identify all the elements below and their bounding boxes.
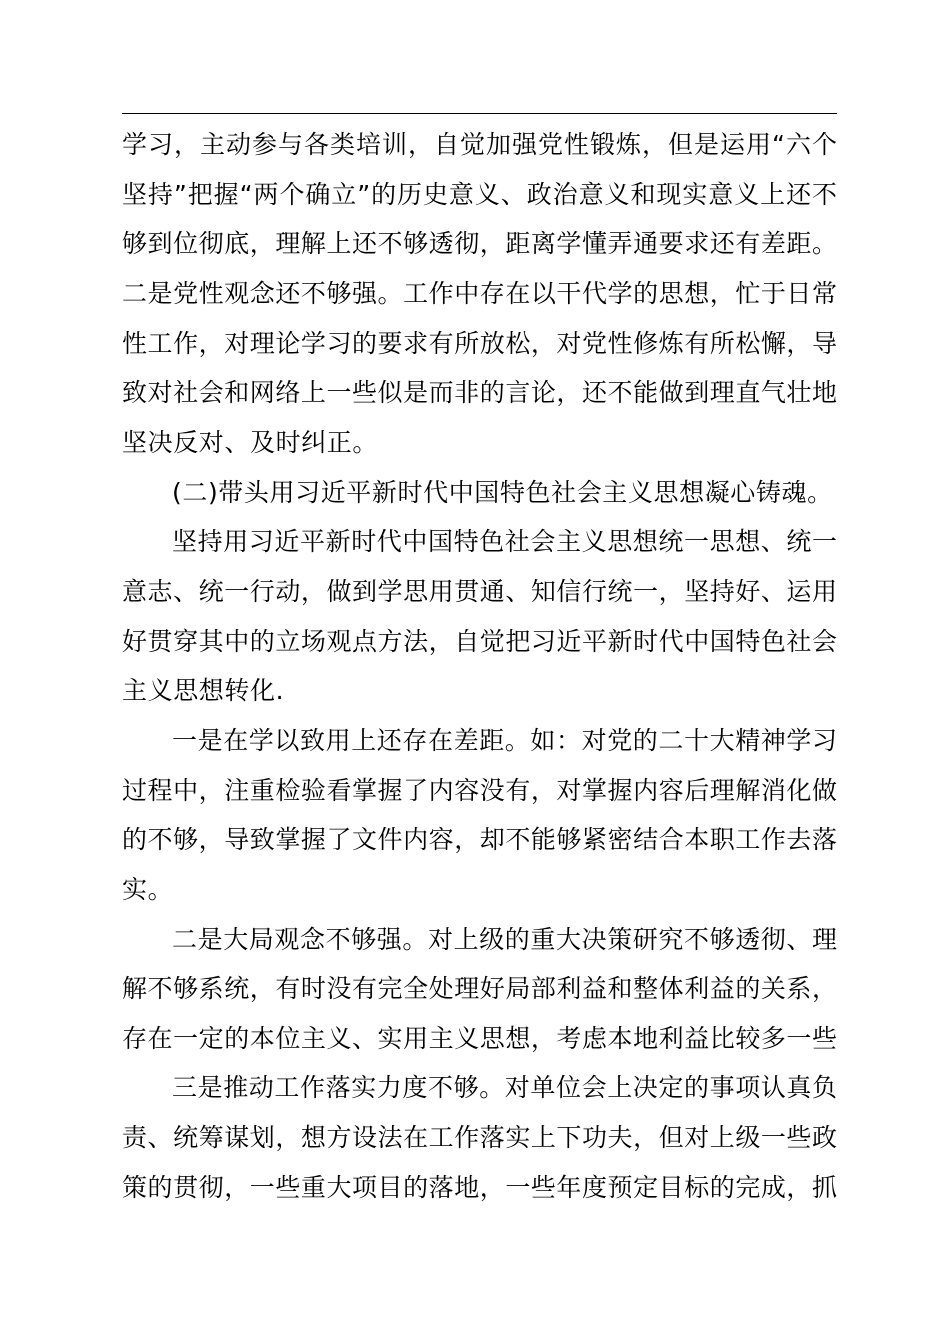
text-line: 三是推动工作落实力度不够。对单位会上决定的事项认真负 — [172, 1073, 837, 1102]
text-line: 存在一定的本位主义、实用主义思想，考虑本地利益比较多一些 — [122, 1024, 837, 1053]
text-line: 二是大局观念不够强。对上级的重大决策研究不够透彻、理 — [172, 925, 837, 954]
text-line: 意志、统一行动，做到学思用贯通、知信行统一，坚持好、运用 — [122, 577, 837, 606]
text-line: 坚持”把握“两个确立”的历史意义、政治意义和现实意义上还不 — [122, 180, 837, 209]
text-line: 解不够系统，有时没有完全处理好局部利益和整体利益的关系， — [122, 974, 837, 1003]
text-line: 主义思想转化. — [122, 676, 285, 705]
text-line: 好贯穿其中的立场观点方法，自觉把习近平新时代中国特色社会 — [122, 627, 837, 656]
text-line: 过程中，注重检验看掌握了内容没有，对掌握内容后理解消化做 — [122, 776, 837, 805]
text-line: 坚持用习近平新时代中国特色社会主义思想统一思想、统一 — [172, 527, 837, 556]
text-line: 性工作，对理论学习的要求有所放松，对党性修炼有所松懈，导 — [122, 329, 837, 358]
section-heading: (二)带头用习近平新时代中国特色社会主义思想凝心铸魂。 — [172, 478, 833, 507]
text-line: 二是党性观念还不够强。工作中存在以干代学的思想，忙于日常 — [122, 279, 837, 308]
text-line: 学习，主动参与各类培训，自觉加强党性锻炼，但是运用“六个 — [122, 130, 837, 159]
text-line: 的不够，导致掌握了文件内容，却不能够紧密结合本职工作去落 — [122, 825, 837, 854]
text-line: 致对社会和网络上一些似是而非的言论，还不能做到理直气壮地 — [122, 378, 837, 407]
text-line: 够到位彻底，理解上还不够透彻，距离学懂弄通要求还有差距。 — [122, 229, 837, 258]
text-line: 坚决反对、及时纠正。 — [122, 428, 379, 457]
text-line: 一是在学以致用上还存在差距。如：对党的二十大精神学习 — [172, 726, 837, 755]
text-line: 策的贯彻，一些重大项目的落地，一些年度预定目标的完成，抓 — [122, 1173, 837, 1202]
text-line: 实。 — [122, 875, 174, 904]
header-rule — [122, 113, 837, 114]
text-line: 责、统筹谋划，想方设法在工作落实上下功夫，但对上级一些政 — [122, 1123, 837, 1152]
